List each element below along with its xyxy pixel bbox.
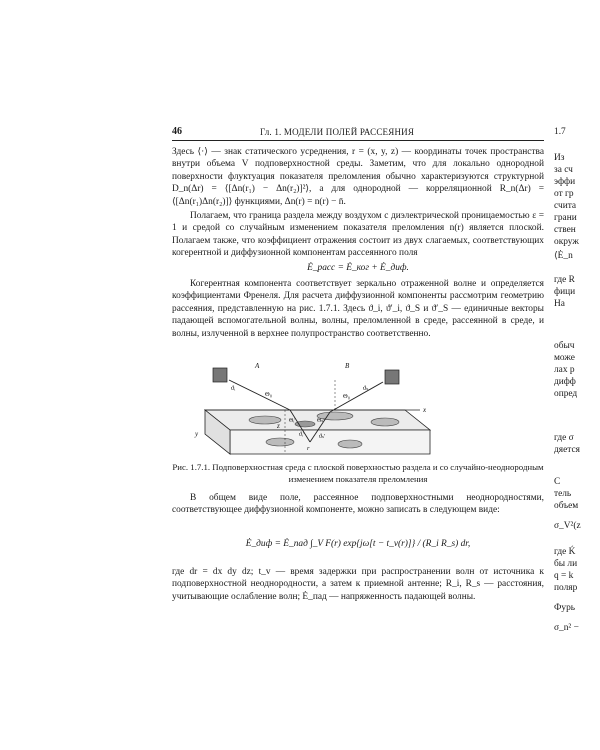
formula-2 — [172, 538, 544, 550]
paragraph-1 — [172, 146, 544, 208]
paragraph-3-text: Когерентная компонента соответствует зеркально отраженной волне и определяется коэффициентами Френеля. Для расчета диффузионной компоненты рассмотрим геометрию рассеяния, представленную на рис. 1.7.1. Здесь ϑ_i, ϑ′_i, ϑ_S и ϑ′_S — единичные векторы падающей вспомогательной волны, волны, преломленной в среде, рассеянной в среде, и волны, излученной в верхнее полупространство соответственно. — [172, 279, 544, 339]
right-line: где σ — [554, 433, 574, 443]
figure-caption — [172, 462, 544, 485]
right-line: бы ли — [554, 559, 578, 569]
right-line: грани — [554, 213, 577, 223]
formula-2-text: Ė_диф = Ė_пад ∫_V F(r) exp{jω[t − t_v(r)]} / (R_i R_s) dr, — [245, 539, 471, 549]
right-line: счита — [554, 201, 577, 211]
paragraph-1-text: Здесь ⟨·⟩ — знак статического усреднения, r = (x, y, z) — координаты точек пространства внутри объема V подповерхностной среды. Заметим, что для локально однородной поверхности флуктуация показателя преломления обычно характеризуются структурной D_n(Δr) = ⟨[Δn(r₁) − Δn(r₂)]²⟩, а для однородной — корреляционной R_n(Δr) = ⟨[Δn(r₁)Δn(r₂)]⟩ функциями, Δn(r) = n(r) − n̄. — [172, 147, 544, 207]
right-line: лах р — [554, 365, 575, 375]
right-line: дяется — [554, 445, 580, 455]
formula-1 — [172, 262, 544, 274]
figure-caption-text: Рис. 1.7.1. Подповерхностная среда с плоской поверхностью раздела и со случайно-неоднородным изменением показателя преломления — [172, 462, 544, 484]
paragraph-2 — [172, 210, 544, 260]
right-line: Из — [554, 153, 565, 163]
right-line: фици — [554, 287, 576, 297]
paragraph-5 — [172, 566, 544, 603]
antenna-b-box — [385, 370, 399, 384]
label-vartheta-i-prime: ϑᵢ′ — [299, 432, 305, 438]
right-line: поляр — [554, 583, 578, 593]
chapter-title: Гл. 1. МОДЕЛИ ПОЛЕЙ РАССЕЯНИЯ — [260, 127, 415, 137]
right-line: σ_n² − — [554, 623, 579, 633]
right-line: ствен — [554, 225, 576, 235]
right-page-strip — [554, 126, 600, 646]
page-header — [172, 126, 544, 141]
right-line: дифф — [554, 377, 576, 387]
right-line: σ_V²(z — [554, 521, 581, 531]
label-r: r — [307, 445, 310, 452]
page-number: 46 — [172, 126, 182, 137]
right-line: объем — [554, 501, 579, 511]
paragraph-5-text: где dr = dx dy dz; t_v — время задержки при распространении волн от источника к подповерхностной неоднородности, а затем к приемной антенне; R_i, R_s — расстояния, учитывающие ослабление волн; Ė_пад — напряженность падающей волны. — [172, 567, 544, 602]
label-vartheta-s-prime: ϑₛ′ — [319, 434, 326, 440]
label-theta-0: Θ₀ — [265, 391, 272, 398]
scattering-figure — [185, 360, 435, 456]
label-x: x — [423, 406, 427, 414]
right-line: эффи — [554, 177, 576, 187]
right-line: ⟨Ė_n — [554, 251, 573, 261]
right-line: где R — [554, 275, 575, 285]
paragraph-3 — [172, 278, 544, 340]
right-line: от гр — [554, 189, 574, 199]
label-theta-s-prime: Θₛ′ — [317, 418, 325, 424]
label-b: B — [345, 362, 350, 370]
label-theta-i-prime: Θᵢ′ — [289, 418, 296, 424]
label-a: A — [255, 362, 260, 370]
right-line: може — [554, 353, 575, 363]
paragraph-2-text: Полагаем, что граница раздела между воздухом с диэлектрической проницаемостью ε = 1 и средой со случайным изменением показателя преломления n(r) является плоской. Полагаем также, что коэффициент отражения состоит из двух слагаемых, соответствующих когерентной и диффузионной компонентам рассеянного поля — [172, 211, 544, 259]
right-line: 1.7 — [554, 127, 566, 137]
right-line: С — [554, 477, 561, 487]
paragraph-4 — [172, 492, 544, 517]
label-y: y — [195, 430, 199, 438]
label-z: z — [277, 422, 280, 430]
right-line: где Ḱ — [554, 547, 576, 557]
label-theta-0b: Θ₀ — [343, 393, 350, 400]
right-line: тель — [554, 489, 572, 499]
label-theta-s: ϑₛ — [363, 385, 369, 392]
right-line: q = k — [554, 571, 574, 581]
right-line: за сч — [554, 165, 573, 175]
label-theta-i: ϑᵢ — [231, 385, 236, 392]
antenna-a-box — [213, 368, 227, 382]
paragraph-4-text: В общем виде поле, рассеянное подповерхностными неоднородностями, соответствующее диффузионной компоненте, можно записать в следующем виде: — [172, 493, 544, 516]
right-line: На — [554, 299, 565, 309]
right-line: опред — [554, 389, 578, 399]
right-line: окруж — [554, 237, 579, 247]
right-line: Фурь — [554, 603, 576, 613]
formula-1-text: Ė_расс = Ė_ког + Ė_диф. — [307, 263, 409, 273]
right-line: обыч — [554, 341, 575, 351]
